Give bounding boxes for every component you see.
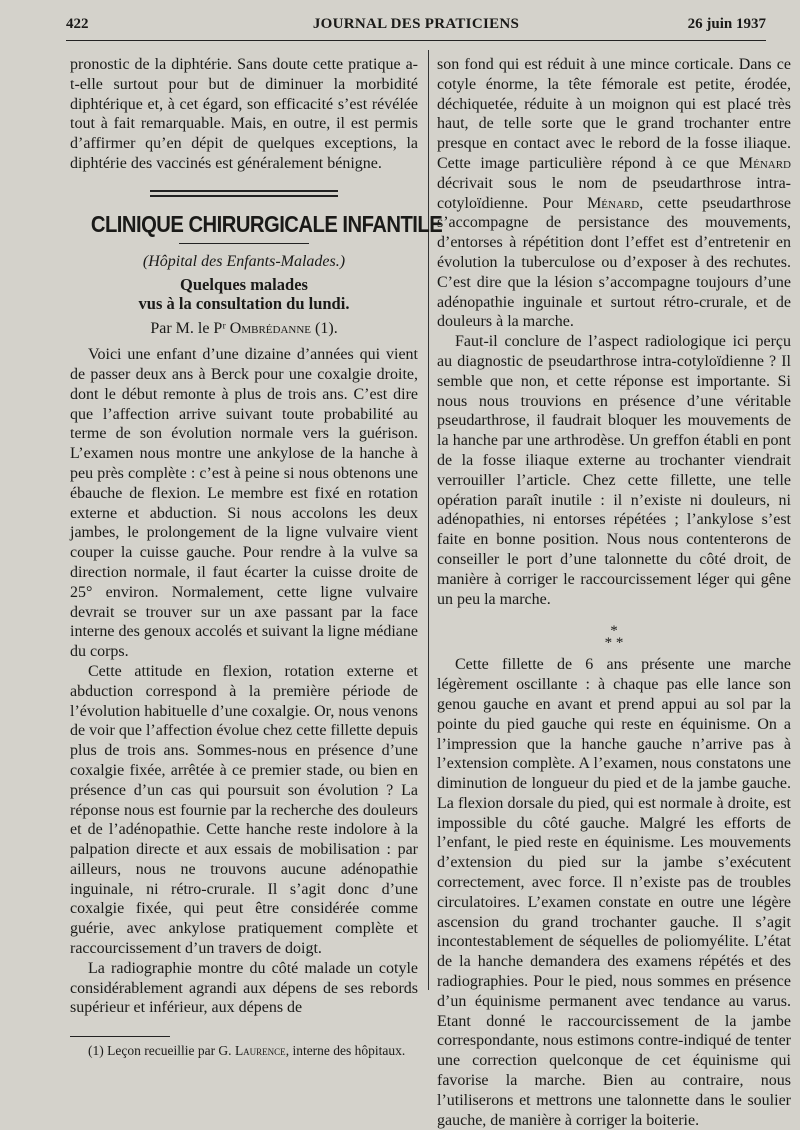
paragraph-case1-exam: Voici une enfant d’une dizaine d’années qui vient de passer deux ans à Berck pour une coxalgie droite, dont le début remonte à plus de trois ans. C’est dire que l’affection arrive suivant toute probabilité au terme de son évolution normale vers la guérison. L’examen nous montre une ankylose de la hanche à peu près complète : c’est à peine si nous obtenons une ébauche de flexion. Le membre est fixé en rotation externe et abduction. Si nous accolons les deux jambes, le prolongement de la ligne vulvaire vient couper la cuisse gauche. Pour rendre à la vulve sa direction normale, il faut écarter la cuisse droite de 25° environ. Normalement, cette ligne vulvaire devrait se trouver sur un axe passant par la face interne des genoux accolés et suivant la ligne médiane du corps. bbox=[70, 346, 418, 661]
text-run: son fond qui est réduit à une mince corticale. Dans ce cotyle énorme, la tête fémorale est petite, érodée, déchiquetée, réduite à un moignon qui est placé très haut, de telle sorte que le grand trochanter entre presque en contact avec le rebord de la fosse iliaque. Cette image particulière répond à ce que bbox=[437, 56, 791, 172]
author-suffix: (1). bbox=[315, 320, 338, 338]
page-number: 422 bbox=[66, 16, 89, 32]
column-divider bbox=[428, 50, 429, 990]
footnote-mark: (1) bbox=[88, 1043, 104, 1059]
issue-date: 26 juin 1937 bbox=[687, 16, 766, 32]
paragraph-case1-radiography: La radiographie montre du côté malade un cotyle considérablement agrandi aux dépens de ses rebords supérieur et inférieur, aux dépens de bbox=[70, 959, 418, 1017]
paragraph-case1-attitude: Cette attitude en flexion, rotation externe et abduction correspond à la première période de l’évolution habituelle d’une coxalgie. Or, nous venons de voir que l’affection évolue chez cette fillette depuis plus de trois ans. Sommes-nous en présence d’une coxalgie fixée, arrêtée à ce premier stade, ou bien en présence d’un cas qui poursuit son évolution ? La réponse nous est fournie par la recherche des douleurs et de l’adénopathie. Cette hanche reste indolore à la palpation directe et aux essais de mobilisation : par ailleurs, nous ne trouvons aucune adénopathie inguinale, ni rétro-crurale. Il s’agit donc d’une coxalgie fixée, qui peut être considérée comme guérie, avec ankylose pratiquement complète et raccourcissement d’un travers de doigt. bbox=[70, 662, 418, 958]
footnote-prefix: Leçon recueillie par G. bbox=[107, 1043, 232, 1059]
asterism-bottom: * * bbox=[604, 635, 624, 652]
footnote-suffix: , interne des hôpitaux. bbox=[285, 1043, 406, 1059]
author-line bbox=[70, 319, 418, 339]
paragraph-case1-conclusion: Faut-il conclure de l’aspect radiologique ici perçu au diagnostic de pseudarthrose intra-cotyloïdienne ? Il semble que non, et cette réponse est importante. Si nous nous trouvions en présence d’une véritable pseudarthrose, il faudrait bloquer les mouvements de la hanche par une arthrodèse. Un greffon établi en pont de la fosse iliaque externe au trochanter viendrait verrouiller l’article. Chez cette fillette, une telle opération paraît inutile : il n’existe ni douleurs, ni adénopathies, ni entorses répétées ; l’ankylose s’est faite en bonne position. Nous nous contenterons de conseiller le port d’une talonnette du côté droit, de manière à corriger le raccourcissement léger qui gêne un peu la marche. bbox=[437, 333, 791, 608]
hospital-name: (Hôpital des Enfants-Malades.) bbox=[142, 252, 346, 270]
section-title: CLINIQUE CHIRURGICALE INFANTILE bbox=[90, 210, 443, 237]
text-run: , cette pseudarthrose s’accompagne de persistance des mouvements, d’entorses à répétition dont l’effet est d’entretenir en évolution la tuberculose ou d’exposer à des rechutes. C’est dire que la lésion s’accompagne toujours d’une adénopathie inguinale et surtout rétro-crurale, et de douleurs à la marche. bbox=[437, 194, 791, 331]
footnote bbox=[70, 1043, 418, 1059]
asterism-top: * bbox=[610, 623, 618, 640]
title-rule bbox=[179, 243, 309, 244]
page-header bbox=[66, 16, 766, 38]
footnote-name: Laurence bbox=[234, 1043, 286, 1059]
left-column bbox=[70, 55, 443, 1059]
lecture-title-line1: Quelques malades bbox=[180, 275, 308, 295]
paragraph-case2: Cette fillette de 6 ans présente une marche légèrement oscillante : à chaque pas elle lance son genou gauche en avant et prend appui au sol par la pointe du pied gauche qui reste en équinisme. On a l’impression que la hanche gauche n’arrive pas à l’extension complète. A l’examen, nous constatons une diminution de longueur du pied et de la jambe gauche. La flexion dorsale du pied, qui est normale à droite, est impossible du côté gauche. Malgré les efforts de l’enfant, le pied reste en équinisme. Les mouvements d’extension du pied sur la jambe s’exécutent correctement, avec force. Il n’existe pas de troubles circulatoires. L’examen constate en outre une légère ascension du grand trochanter gauche. Il s’agit incontestablement de séquelles de poliomyélite. L’état de la hanche demandera des examens répétés et des radiographies. Pour le pied, nous sommes en présence d’un équinisme permanent avec tendance au varus. Etant donné le raccourcissement de la jambe correspondante, nous estimons contre-indiqué de tenter une correction quelconque de cet équinisme qui favorise la marche. Bien au contraire, nous l’utiliserons et mettrons une talonnette dans le soulier gauche, de manière à corriger la boiterie. bbox=[437, 656, 791, 1129]
right-column bbox=[437, 55, 791, 1130]
intro-paragraph: pronostic de la diphtérie. Sans doute cette pratique a-t-elle surtout pour but de diminuer la morbidité diphtérique et, à cet égard, son efficacité s’est révélée tout à fait remarquable. Mais, en outre, il est permis d’affirmer qu’en dépit de quelques exceptions, la diphtérie des vaccinés est généralement bénigne. bbox=[70, 56, 418, 172]
lecture-title-line2: vus à la consultation du lundi. bbox=[138, 294, 350, 314]
footnote-rule bbox=[70, 1036, 170, 1037]
lecture-title bbox=[70, 275, 418, 313]
asterism bbox=[437, 623, 791, 652]
paragraph-case1-continued bbox=[437, 55, 791, 332]
name-menard: Ménard bbox=[587, 194, 640, 212]
author-name: Ombrédanne bbox=[229, 320, 312, 338]
text-run: décrivait sous le nom de pseudarthrose intra-cotyloïdienne. Pour bbox=[437, 174, 791, 212]
journal-title: JOURNAL DES PRATICIENS bbox=[312, 16, 520, 32]
header-rule bbox=[66, 40, 766, 41]
section-separator bbox=[150, 190, 338, 197]
name-menard: Ménard bbox=[738, 154, 791, 172]
author-prefix: Par M. le Pʳ bbox=[150, 320, 226, 338]
